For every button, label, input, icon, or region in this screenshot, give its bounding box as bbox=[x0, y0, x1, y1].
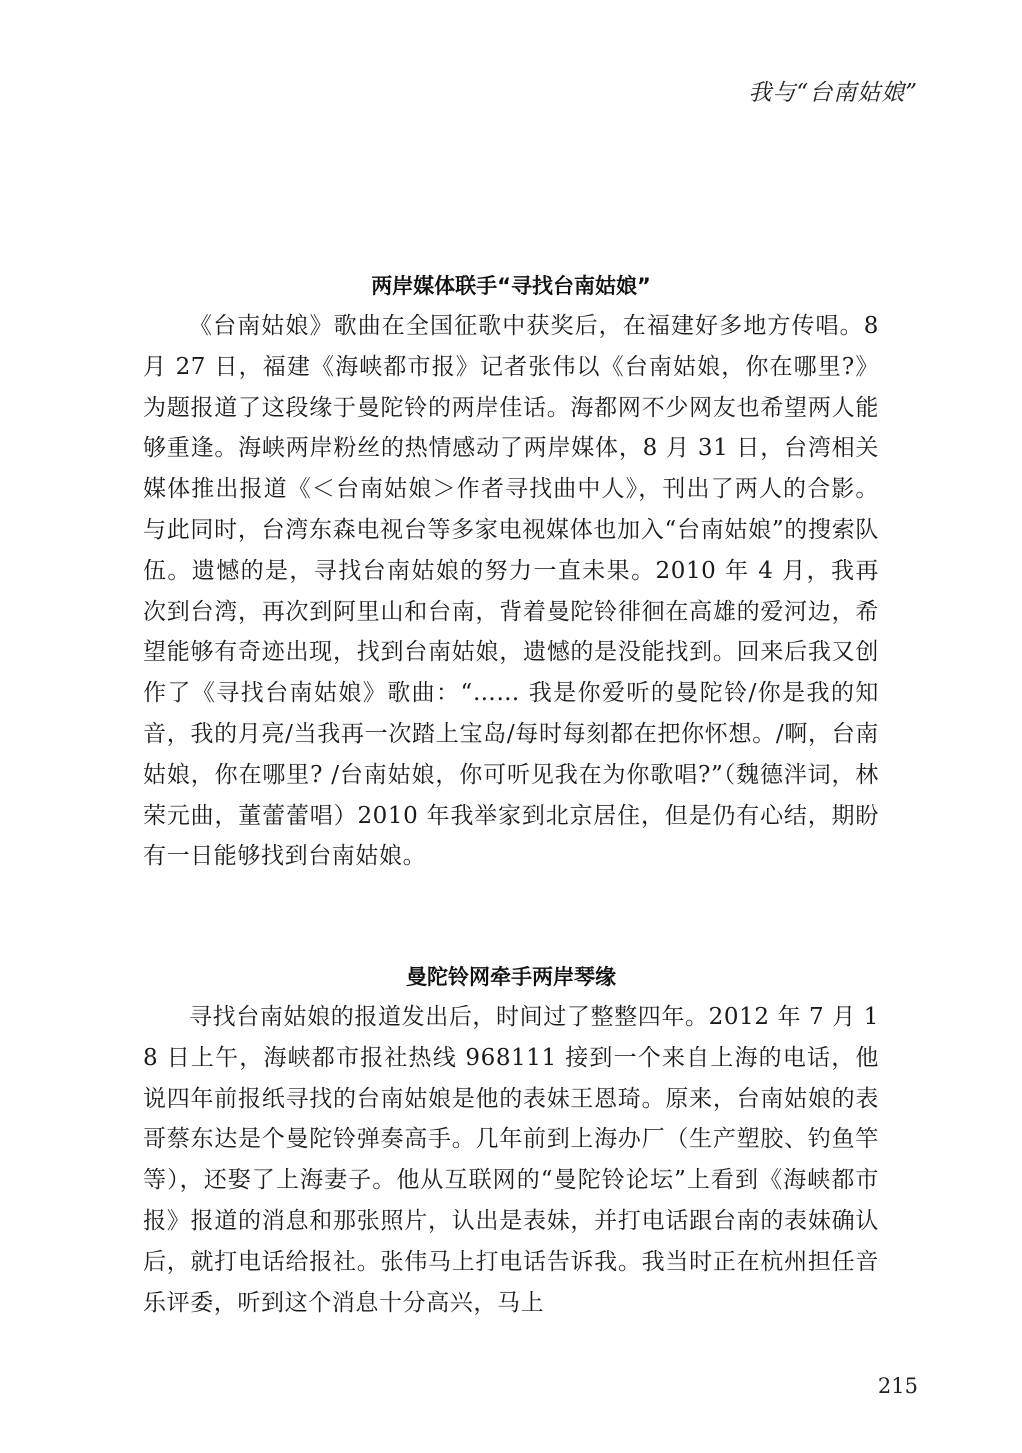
running-header: 我与“台南姑娘” bbox=[748, 80, 918, 106]
section-mandolin-network bbox=[143, 957, 879, 1323]
page-number: 215 bbox=[877, 1374, 918, 1398]
section-title: 曼陀铃网牵手两岸琴缘 bbox=[406, 965, 616, 989]
paragraph: 寻找台南姑娘的报道发出后，时间过了整整四年。2012 年 7 月 18 日上午，海峡都市报社热线 968111 接到一个来自上海的电话，他说四年前报纸寻找的台南姑娘是他的表妹王恩琦。原来，台南姑娘的表哥蔡东达是个曼陀铃弹奏高手。几年前到上海办厂（生产塑胶、钓鱼竿等），还娶了上海妻子。他从互联网的“曼陀铃论坛”上看到《海峡都市报》报道的消息和那张照片，认出是表妹，并打电话跟台南的表妹确认后，就打电话给报社。张伟马上打电话告诉我。我当时正在杭州担任音乐评委，听到这个消息十分高兴，马上 bbox=[143, 1004, 879, 1316]
section-title: 两岸媒体联手“寻找台南姑娘” bbox=[371, 274, 651, 298]
paragraph: 《台南姑娘》歌曲在全国征歌中获奖后，在福建好多地方传唱。8 月 27 日，福建《海峡都市报》记者张伟以《台南姑娘，你在哪里?》为题报道了这段缘于曼陀铃的两岸佳话。海都网不少网友也希望两人能够重逢。海峡两岸粉丝的热情感动了两岸媒体，8 月 31 日，台湾相关媒体推出报道《＜台南姑娘＞作者寻找曲中人》，刊出了两人的合影。与此同时，台湾东森电视台等多家电视媒体也加入“台南姑娘”的搜索队伍。遗憾的是，寻找台南姑娘的努力一直未果。2010 年 4 月，我再次到台湾，再次到阿里山和台南，背着曼陀铃徘徊在高雄的爱河边，希望能够有奇迹出现，找到台南姑娘，遗憾的是没能找到。回来后我又创作了《寻找台南姑娘》歌曲：“…… 我是你爱听的曼陀铃/你是我的知音，我的月亮/当我再一次踏上宝岛/每时每刻都在把你怀想。/啊，台南姑娘，你在哪里? /台南姑娘，你可听见我在为你歌唱?”（魏德泮词，林荣元曲，董蕾蕾唱）2010 年我举家到北京居住，但是仍有心结，期盼有一日能够找到台南姑娘。 bbox=[143, 313, 879, 870]
section-media-search bbox=[143, 266, 879, 877]
